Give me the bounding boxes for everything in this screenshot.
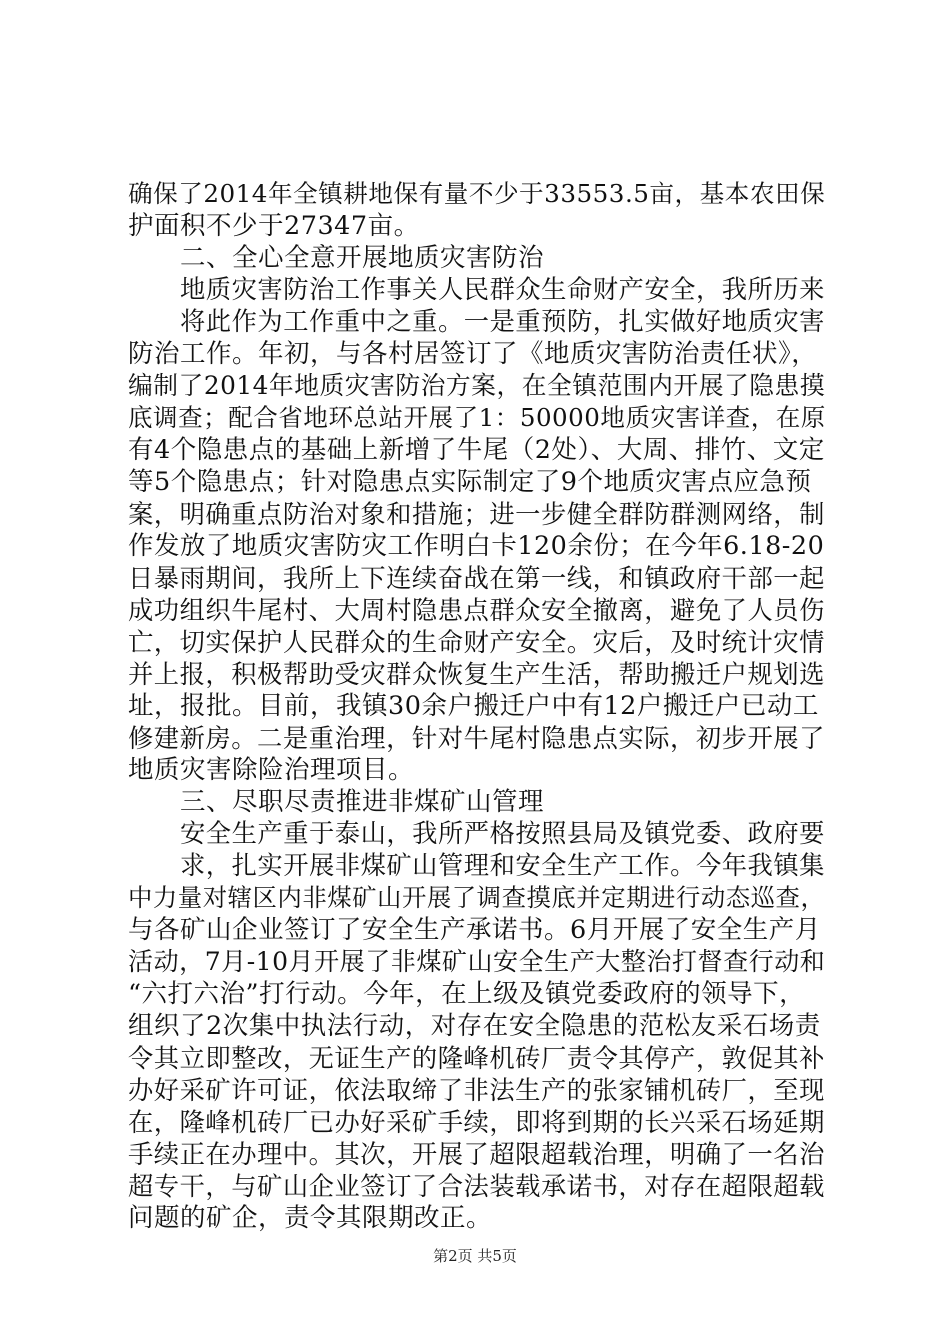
body-text-line: “六打六治”打行动。今年，在上级及镇党委政府的领导下， [128, 979, 806, 1009]
body-text-line: 案，明确重点防治对象和措施；进一步健全群防群测网络，制 [128, 499, 825, 529]
page-number-footer: 第2页 共5页 [433, 1247, 517, 1265]
body-text-line: 地质灾害除险治理项目。 [128, 755, 415, 785]
body-text-line: 在，隆峰机砖厂已办好采矿手续，即将到期的长兴采石场延期 [128, 1107, 825, 1137]
body-text-line: 令其立即整改，无证生产的隆峰机砖厂责令其停产，敦促其补 [128, 1043, 825, 1073]
body-text-line: 组织了2次集中执法行动，对存在安全隐患的范松友采石场责 [128, 1011, 821, 1041]
body-text-line: 日暴雨期间，我所上下连续奋战在第一线，和镇政府干部一起 [128, 563, 825, 593]
body-text-line: 活动，7月-10月开展了非煤矿山安全生产大整治打督查行动和 [128, 947, 826, 976]
body-text-line: 求，扎实开展非煤矿山管理和安全生产工作。今年我镇集 [180, 851, 825, 880]
body-text-line: 作发放了地质灾害防灾工作明白卡120余份；在今年6.18-20 [128, 531, 825, 561]
body-text-line: 等5个隐患点；针对隐患点实际制定了9个地质灾害点应急预 [128, 467, 812, 497]
body-text-line: 中力量对辖区内非煤矿山开展了调查摸底并定期进行动态巡查， [128, 883, 826, 912]
body-text-line: 安全生产重于泰山，我所严格按照县局及镇党委、政府要 [180, 819, 825, 848]
body-text-line: 超专干，与矿山企业签订了合法装载承诺书，对存在超限超载 [128, 1171, 825, 1201]
body-text-line: 底调查；配合省地环总站开展了1：50000地质灾害详查，在原 [128, 403, 826, 432]
body-text-line: 并上报，积极帮助受灾群众恢复生产生活，帮助搬迁户规划选 [128, 659, 825, 689]
body-text-line: 修建新房。二是重治理，针对牛尾村隐患点实际，初步开展了 [128, 723, 825, 753]
body-text-line: 亡，切实保护人民群众的生命财产安全。灾后，及时统计灾情 [128, 627, 825, 657]
body-text-line: 手续正在办理中。其次，开展了超限超载治理，明确了一名治 [128, 1139, 825, 1169]
body-text-line: 办好采矿许可证，依法取缔了非法生产的张家铺机砖厂，至现 [128, 1075, 825, 1105]
body-text-line: 将此作为工作重中之重。一是重预防，扎实做好地质灾害 [180, 307, 825, 336]
section-heading: 三、尽职尽责推进非煤矿山管理 [180, 787, 545, 817]
body-text-line: 有4个隐患点的基础上新增了牛尾（2处）、大周、排竹、文定 [128, 435, 825, 465]
body-text-line: 编制了2014年地质灾害防治方案，在全镇范围内开展了隐患摸 [128, 371, 826, 400]
body-text-line: 防治工作。年初，与各村居签订了《地质灾害防治责任状》， [128, 339, 818, 369]
body-text-line: 址，报批。目前，我镇30余户搬迁户中有12户搬迁户已动工 [128, 691, 819, 721]
body-text-line: 护面积不少于27347亩。 [128, 211, 420, 241]
body-text-line: 与各矿山企业签订了安全生产承诺书。6月开展了安全生产月 [128, 915, 821, 945]
body-text-line: 问题的矿企，责令其限期改正。 [128, 1203, 493, 1233]
section-heading: 二、全心全意开展地质灾害防治 [180, 243, 545, 273]
body-text-line: 地质灾害防治工作事关人民群众生命财产安全，我所历来 [180, 275, 825, 304]
body-text-line: 确保了2014年全镇耕地保有量不少于33553.5亩，基本农田保 [128, 179, 826, 208]
body-text-line: 成功组织牛尾村、大周村隐患点群众安全撤离，避免了人员伤 [128, 595, 825, 625]
